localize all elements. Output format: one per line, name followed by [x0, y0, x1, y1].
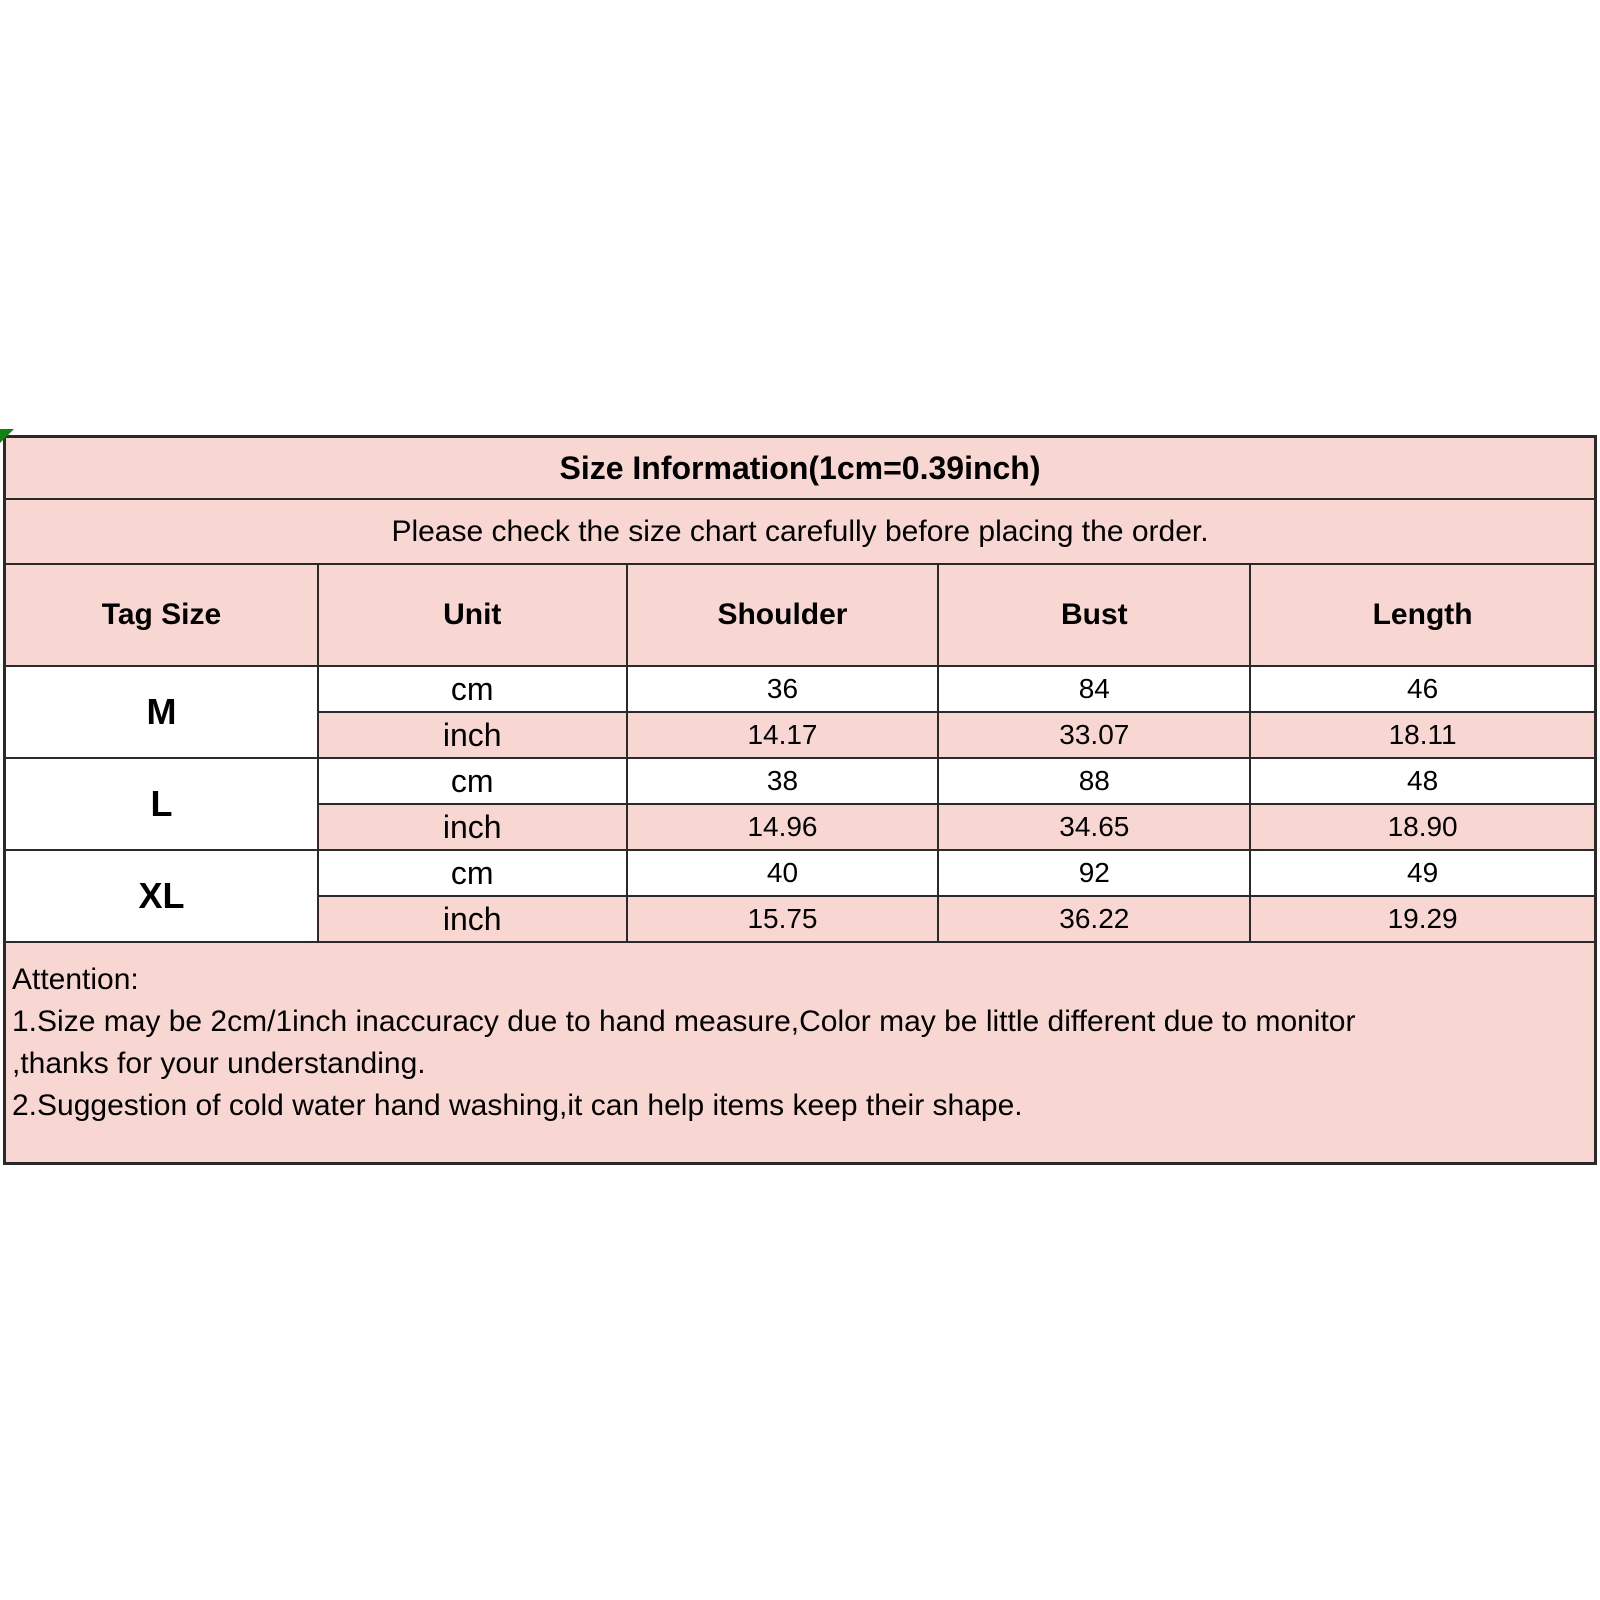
bust-value: 34.65	[938, 804, 1250, 850]
shoulder-value: 14.96	[627, 804, 939, 850]
column-header-unit: Unit	[318, 564, 627, 666]
length-value: 46	[1250, 666, 1595, 712]
attention-line-2: ,thanks for your understanding.	[12, 1047, 426, 1080]
shoulder-value: 38	[627, 758, 939, 804]
bust-value: 88	[938, 758, 1250, 804]
tag-size-m: M	[5, 666, 318, 758]
table-row-m-cm	[5, 666, 1596, 712]
table-subtitle: Please check the size chart carefully before placing the order.	[5, 499, 1596, 564]
length-value: 49	[1250, 850, 1595, 896]
unit-label-inch: inch	[318, 712, 627, 758]
shoulder-value: 14.17	[627, 712, 939, 758]
attention-heading: Attention:	[12, 963, 139, 996]
subtitle-row	[5, 499, 1596, 564]
bust-value: 36.22	[938, 896, 1250, 942]
shoulder-value: 15.75	[627, 896, 939, 942]
size-chart-table	[3, 435, 1597, 1165]
table-row-xl-cm	[5, 850, 1596, 896]
bust-value: 33.07	[938, 712, 1250, 758]
bust-value: 84	[938, 666, 1250, 712]
title-row	[5, 437, 1596, 500]
attention-note	[5, 942, 1596, 1164]
length-value: 18.11	[1250, 712, 1595, 758]
table-row-l-cm	[5, 758, 1596, 804]
attention-line-1: 1.Size may be 2cm/1inch inaccuracy due to hand measure,Color may be little different due to monitor	[12, 1005, 1356, 1038]
unit-label-cm: cm	[318, 850, 627, 896]
unit-label-inch: inch	[318, 804, 627, 850]
length-value: 48	[1250, 758, 1595, 804]
column-header-row	[5, 564, 1596, 666]
unit-label-cm: cm	[318, 758, 627, 804]
tag-size-xl: XL	[5, 850, 318, 942]
bust-value: 92	[938, 850, 1250, 896]
shoulder-value: 40	[627, 850, 939, 896]
attention-line-3: 2.Suggestion of cold water hand washing,it can help items keep their shape.	[12, 1089, 1023, 1122]
length-value: 19.29	[1250, 896, 1595, 942]
length-value: 18.90	[1250, 804, 1595, 850]
attention-row	[5, 942, 1596, 1164]
shoulder-value: 36	[627, 666, 939, 712]
column-header-shoulder: Shoulder	[627, 564, 939, 666]
unit-label-inch: inch	[318, 896, 627, 942]
column-header-bust: Bust	[938, 564, 1250, 666]
column-header-length: Length	[1250, 564, 1595, 666]
unit-label-cm: cm	[318, 666, 627, 712]
green-corner-mark	[0, 429, 14, 443]
column-header-tag-size: Tag Size	[5, 564, 318, 666]
table-title: Size Information(1cm=0.39inch)	[5, 437, 1596, 500]
tag-size-l: L	[5, 758, 318, 850]
